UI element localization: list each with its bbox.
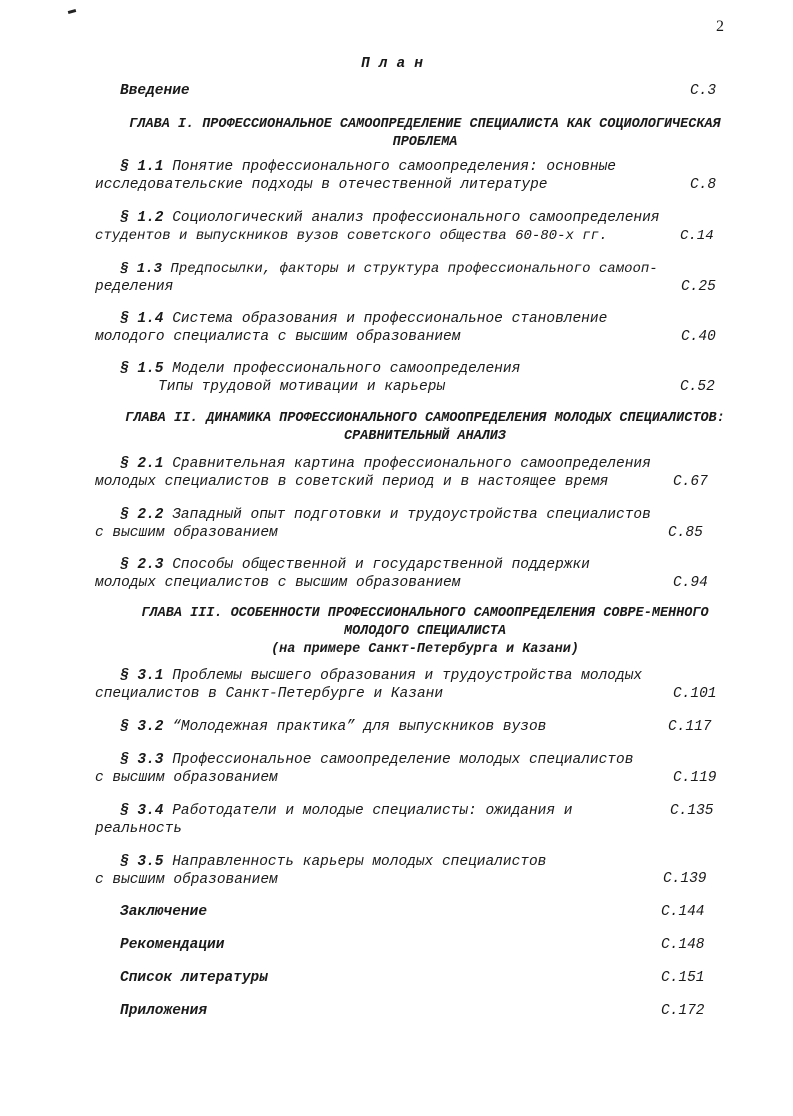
s21-text1: Сравнительная картина профессионального самоопределения — [163, 456, 651, 472]
s32-text1: “Молодежная практика” для выпускников вузов — [163, 719, 547, 735]
appendices-label: Приложения — [120, 1003, 208, 1019]
intro-label: Введение — [120, 83, 190, 99]
s14-text1: Система образования и профессиональное становление — [163, 311, 608, 327]
s15-text1: Модели профессионального самоопределения — [163, 361, 521, 377]
s14-page: С.40 — [681, 329, 716, 345]
s23-num: § 2.3 — [120, 557, 164, 573]
s34-text1: Работодатели и молодые специалисты: ожидания и — [163, 803, 573, 819]
s15-line1 — [120, 360, 520, 378]
s14-num: § 1.4 — [120, 311, 164, 327]
s13-text1: Предпосылки, факторы и структура профессионального самооп- — [162, 261, 658, 277]
s34-line2: реальность — [95, 821, 183, 837]
s13-line2: ределения — [95, 279, 174, 295]
s31-text1: Проблемы высшего образования и трудоустройства молодых — [163, 668, 643, 684]
s14-line1 — [120, 310, 607, 328]
s33-text1: Профессиональное самоопределение молодых специалистов — [163, 752, 634, 768]
chapter2-title: ГЛАВА II. ДИНАМИКА ПРОФЕССИОНАЛЬНОГО САМООПРЕДЕЛЕНИЯ МОЛОДЫХ СПЕЦИАЛИСТОВ: СРАВНИТЕЛЬНЫЙ АНАЛИЗ — [125, 411, 725, 444]
s35-num: § 3.5 — [120, 854, 164, 870]
s31-num: § 3.1 — [120, 668, 164, 684]
conclusion-label: Заключение — [120, 904, 208, 920]
s31-line2: специалистов в Санкт-Петербурге и Казани — [95, 686, 444, 702]
s13-page: С.25 — [681, 279, 716, 295]
appendices-page: С.172 — [661, 1003, 705, 1019]
chapter3-title: ГЛАВА III. ОСОБЕННОСТИ ПРОФЕССИОНАЛЬНОГО САМООПРЕДЕЛЕНИЯ СОВРЕ-МЕННОГО МОЛОДОГО СПЕЦИАЛИСТА — [141, 606, 709, 639]
s34-num: § 3.4 — [120, 803, 164, 819]
s35-line1 — [120, 853, 546, 871]
s22-text1: Западный опыт подготовки и трудоустройства специалистов — [163, 507, 651, 523]
s13-num: § 1.3 — [120, 261, 163, 277]
s22-page: С.85 — [668, 525, 703, 541]
s34-line1 — [120, 802, 572, 820]
s11-line1 — [120, 158, 616, 176]
s21-line2: молодых специалистов в советский период и в настоящее время — [95, 474, 609, 490]
s12-line1 — [120, 209, 660, 227]
s23-text1: Способы общественной и государственной поддержки — [163, 557, 590, 573]
s13-line1 — [120, 260, 658, 278]
references-label: Список литературы — [120, 970, 268, 986]
s35-page: С.139 — [663, 871, 707, 887]
s12-page: С.14 — [680, 228, 714, 244]
s35-line2: с высшим образованием — [95, 872, 278, 888]
s15-page: С.52 — [680, 379, 715, 395]
s21-line1 — [120, 455, 651, 473]
s12-line2: студентов и выпускников вузов советского общества 60-80-х гг. — [95, 228, 608, 244]
chapter1-title: ГЛАВА I. ПРОФЕССИОНАЛЬНОЕ САМООПРЕДЕЛЕНИЕ СПЕЦИАЛИСТА КАК СОЦИОЛОГИЧЕСКАЯ ПРОБЛЕМА — [129, 117, 721, 150]
s35-text1: Направленность карьеры молодых специалистов — [163, 854, 547, 870]
s21-num: § 2.1 — [120, 456, 164, 472]
s33-num: § 3.3 — [120, 752, 164, 768]
s23-line1 — [120, 556, 590, 574]
s14-line2: молодого специалиста с высшим образованием — [95, 329, 461, 345]
s32-page: С.117 — [668, 719, 712, 735]
s33-page: С.119 — [673, 770, 717, 786]
s11-text1: Понятие профессионального самоопределения: основные — [163, 159, 616, 175]
s12-num: § 1.2 — [120, 210, 164, 226]
s33-line2: с высшим образованием — [95, 770, 278, 786]
s11-num: § 1.1 — [120, 159, 164, 175]
s34-page: С.135 — [670, 803, 714, 819]
s23-line2: молодых специалистов с высшим образованием — [95, 575, 461, 591]
conclusion-page: С.144 — [661, 904, 705, 920]
s15-line2: Типы трудовой мотивации и карьеры — [158, 379, 446, 395]
s15-num: § 1.5 — [120, 361, 164, 377]
s23-page: С.94 — [673, 575, 708, 591]
s21-page: С.67 — [673, 474, 708, 490]
recommendations-page: С.148 — [661, 937, 705, 953]
s32-line1 — [120, 718, 546, 736]
s22-line2: с высшим образованием — [95, 525, 278, 541]
intro-page: С.3 — [690, 83, 717, 99]
s12-text1: Социологический анализ профессионального самоопределения — [163, 210, 660, 226]
s31-line1 — [120, 667, 642, 685]
references-page: С.151 — [661, 970, 705, 986]
s22-num: § 2.2 — [120, 507, 164, 523]
page-number: 2 — [716, 18, 724, 35]
recommendations-label: Рекомендации — [120, 937, 225, 953]
s11-line2: исследовательские подходы в отечественной литературе — [95, 177, 548, 193]
s22-line1 — [120, 506, 651, 524]
s11-page: С.8 — [690, 177, 717, 193]
s31-page: С.101 — [673, 686, 717, 702]
chapter3-subtitle: (на примере Санкт-Петербурга и Казани) — [271, 642, 579, 657]
page-title: План — [361, 56, 432, 72]
scan-mark — [68, 9, 77, 14]
s32-num: § 3.2 — [120, 719, 164, 735]
s33-line1 — [120, 751, 633, 769]
